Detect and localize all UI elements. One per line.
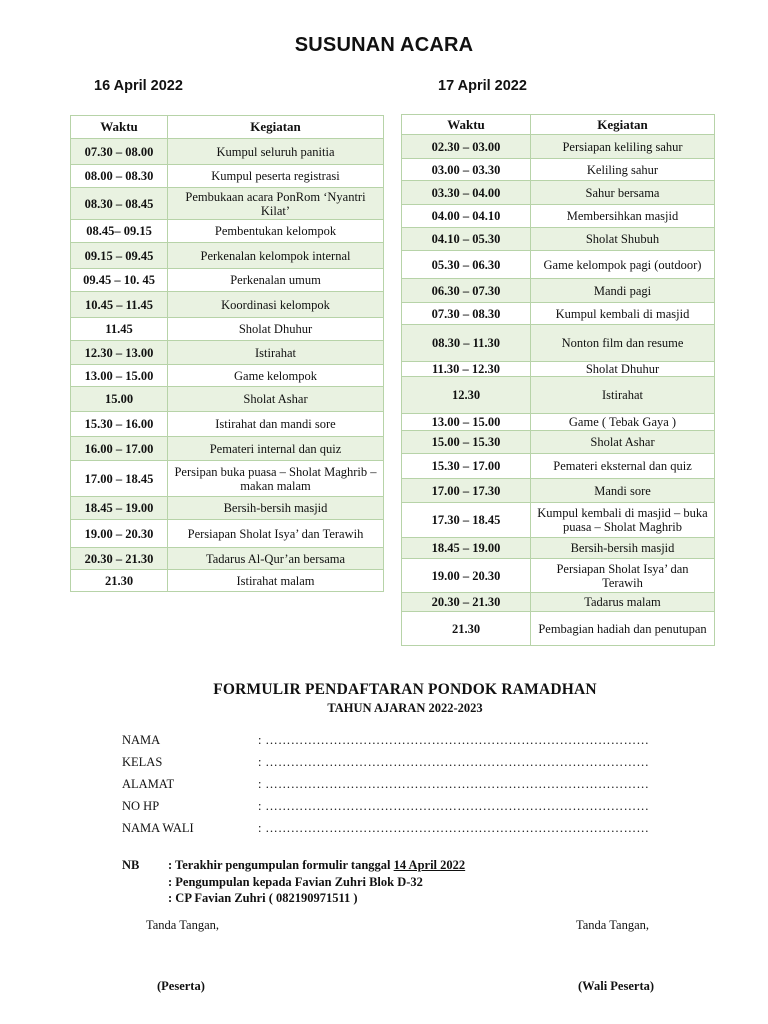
schedule-row <box>402 612 715 646</box>
row-activity: Istirahat dan mandi sore <box>168 412 384 437</box>
day2-schedule-table <box>401 114 715 646</box>
row-time: 07.30 – 08.30 <box>402 303 531 325</box>
row-activity: Mandi sore <box>531 479 715 503</box>
row-time: 08.45– 09.15 <box>71 220 168 243</box>
form-subtitle: TAHUN AJARAN 2022-2023 <box>327 701 483 715</box>
nb-label: NB <box>122 858 140 872</box>
day1-schedule-table <box>70 115 384 592</box>
row-time: 02.30 – 03.00 <box>402 135 531 159</box>
row-activity: Game kelompok <box>168 365 384 387</box>
row-activity: Game ( Tebak Gaya ) <box>531 414 715 431</box>
schedule-row <box>71 318 384 341</box>
schedule-row <box>71 387 384 412</box>
schedule-row <box>402 538 715 559</box>
schedule-row <box>71 365 384 387</box>
signature-label-left: Tanda Tangan, <box>146 918 219 932</box>
row-time: 19.00 – 20.30 <box>402 559 531 593</box>
row-activity: Kumpul kembali di masjid – buka puasa – Sholat Maghrib <box>531 503 715 538</box>
row-time: 15.30 – 16.00 <box>71 412 168 437</box>
row-activity: Pembagian hadiah dan penutupan <box>531 612 715 646</box>
row-time: 08.30 – 08.45 <box>71 188 168 220</box>
field-label: NO HP <box>122 799 160 813</box>
field-dots: : ……………………………………………………………………………… <box>258 733 650 747</box>
row-time: 18.45 – 19.00 <box>402 538 531 559</box>
schedule-row <box>402 362 715 377</box>
schedule-row <box>402 377 715 414</box>
schedule-row <box>402 593 715 612</box>
schedule-row <box>402 479 715 503</box>
nb-note-line-3: : CP Favian Zuhri ( 082190971511 ) <box>168 891 358 905</box>
row-time: 04.10 – 05.30 <box>402 228 531 251</box>
schedule-row <box>71 292 384 318</box>
schedule-row <box>71 188 384 220</box>
schedule-row <box>71 548 384 570</box>
row-time: 21.30 <box>402 612 531 646</box>
row-time: 15.00 – 15.30 <box>402 431 531 454</box>
field-dots: : ……………………………………………………………………………… <box>258 799 650 813</box>
schedule-row <box>402 135 715 159</box>
row-time: 18.45 – 19.00 <box>71 497 168 520</box>
column-header-time: Waktu <box>402 115 531 135</box>
row-activity: Persipan buka puasa – Sholat Maghrib – makan malam <box>168 461 384 497</box>
row-time: 07.30 – 08.00 <box>71 139 168 165</box>
field-label: ALAMAT <box>122 777 175 791</box>
row-time: 10.45 – 11.45 <box>71 292 168 318</box>
row-activity: Sholat Ashar <box>531 431 715 454</box>
row-time: 04.00 – 04.10 <box>402 205 531 228</box>
row-time: 16.00 – 17.00 <box>71 437 168 461</box>
row-activity: Tadarus malam <box>531 593 715 612</box>
nb-line1-text: : Terakhir pengumpulan formulir tanggal <box>168 858 394 872</box>
schedule-row <box>71 341 384 365</box>
schedule-row <box>71 461 384 497</box>
row-activity: Nonton film dan resume <box>531 325 715 362</box>
schedule-row <box>402 325 715 362</box>
row-time: 17.30 – 18.45 <box>402 503 531 538</box>
row-time: 17.00 – 17.30 <box>402 479 531 503</box>
schedule-row <box>402 205 715 228</box>
row-activity: Sholat Ashar <box>168 387 384 412</box>
schedule-row <box>71 220 384 243</box>
row-activity: Tadarus Al-Qur’an bersama <box>168 548 384 570</box>
field-label: NAMA WALI <box>122 821 194 835</box>
row-activity: Kumpul peserta registrasi <box>168 165 384 188</box>
schedule-row <box>402 431 715 454</box>
schedule-row <box>71 165 384 188</box>
row-time: 20.30 – 21.30 <box>71 548 168 570</box>
row-activity: Keliling sahur <box>531 159 715 181</box>
row-time: 15.30 – 17.00 <box>402 454 531 479</box>
row-time: 20.30 – 21.30 <box>402 593 531 612</box>
row-activity: Sahur bersama <box>531 181 715 205</box>
row-time: 12.30 <box>402 377 531 414</box>
row-activity: Perkenalan umum <box>168 269 384 292</box>
row-time: 13.00 – 15.00 <box>402 414 531 431</box>
schedule-row <box>402 503 715 538</box>
nb-deadline-date: 14 April 2022 <box>393 858 466 872</box>
schedule-row <box>71 570 384 592</box>
row-activity: Pembentukan kelompok <box>168 220 384 243</box>
row-time: 08.30 – 11.30 <box>402 325 531 362</box>
schedule-row <box>71 139 384 165</box>
row-activity: Persiapan Sholat Isya’ dan Terawih <box>531 559 715 593</box>
field-dots: : ……………………………………………………………………………… <box>258 821 650 835</box>
column-header-activity: Kegiatan <box>168 116 384 139</box>
row-activity: Game kelompok pagi (outdoor) <box>531 251 715 279</box>
schedule-row <box>402 454 715 479</box>
row-activity: Istirahat <box>168 341 384 365</box>
row-time: 03.00 – 03.30 <box>402 159 531 181</box>
signature-name-peserta: (Peserta) <box>157 979 205 993</box>
form-title: FORMULIR PENDAFTARAN PONDOK RAMADHAN <box>213 681 597 698</box>
row-activity: Istirahat <box>531 377 715 414</box>
row-activity: Mandi pagi <box>531 279 715 303</box>
row-activity: Kumpul seluruh panitia <box>168 139 384 165</box>
row-activity: Sholat Dhuhur <box>531 362 715 377</box>
signature-name-wali: (Wali Peserta) <box>578 979 655 993</box>
row-activity: Sholat Shubuh <box>531 228 715 251</box>
row-time: 09.15 – 09.45 <box>71 243 168 269</box>
nb-note-line-2: : Pengumpulan kepada Favian Zuhri Blok D-32 <box>168 875 423 889</box>
field-dots: : ……………………………………………………………………………… <box>258 777 650 791</box>
schedule-row <box>71 520 384 548</box>
row-time: 17.00 – 18.45 <box>71 461 168 497</box>
row-activity: Persiapan keliling sahur <box>531 135 715 159</box>
schedule-row <box>402 559 715 593</box>
page-title: SUSUNAN ACARA <box>294 34 474 56</box>
row-activity: Bersih-bersih masjid <box>168 497 384 520</box>
schedule-row <box>402 414 715 431</box>
row-time: 03.30 – 04.00 <box>402 181 531 205</box>
row-activity: Perkenalan kelompok internal <box>168 243 384 269</box>
column-header-activity: Kegiatan <box>531 115 715 135</box>
schedule-row <box>71 437 384 461</box>
row-time: 11.45 <box>71 318 168 341</box>
row-activity: Pemateri internal dan quiz <box>168 437 384 461</box>
row-activity: Pemateri eksternal dan quiz <box>531 454 715 479</box>
schedule-row <box>71 243 384 269</box>
row-time: 08.00 – 08.30 <box>71 165 168 188</box>
field-label: KELAS <box>122 755 163 769</box>
row-time: 06.30 – 07.30 <box>402 279 531 303</box>
row-time: 19.00 – 20.30 <box>71 520 168 548</box>
day2-date: 17 April 2022 <box>438 78 527 94</box>
row-activity: Pembukaan acara PonRom ‘Nyantri Kilat’ <box>168 188 384 220</box>
row-time: 13.00 – 15.00 <box>71 365 168 387</box>
row-time: 09.45 – 10. 45 <box>71 269 168 292</box>
row-time: 11.30 – 12.30 <box>402 362 531 377</box>
nb-note-line-1 <box>122 858 466 873</box>
row-time: 05.30 – 06.30 <box>402 251 531 279</box>
row-time: 21.30 <box>71 570 168 592</box>
schedule-row <box>402 228 715 251</box>
signature-label-right: Tanda Tangan, <box>576 918 649 932</box>
row-activity: Membersihkan masjid <box>531 205 715 228</box>
row-time: 15.00 <box>71 387 168 412</box>
column-header-time: Waktu <box>71 116 168 139</box>
field-dots: : ……………………………………………………………………………… <box>258 755 650 769</box>
row-activity: Istirahat malam <box>168 570 384 592</box>
row-activity: Persiapan Sholat Isya’ dan Terawih <box>168 520 384 548</box>
schedule-row <box>402 303 715 325</box>
schedule-row <box>402 279 715 303</box>
row-time: 12.30 – 13.00 <box>71 341 168 365</box>
row-activity: Koordinasi kelompok <box>168 292 384 318</box>
schedule-row <box>402 159 715 181</box>
schedule-row <box>71 412 384 437</box>
schedule-row <box>71 497 384 520</box>
schedule-row <box>71 269 384 292</box>
day1-date: 16 April 2022 <box>94 78 183 94</box>
schedule-row <box>402 181 715 205</box>
field-label: NAMA <box>122 733 161 747</box>
row-activity: Sholat Dhuhur <box>168 318 384 341</box>
row-activity: Kumpul kembali di masjid <box>531 303 715 325</box>
row-activity: Bersih-bersih masjid <box>531 538 715 559</box>
schedule-row <box>402 251 715 279</box>
